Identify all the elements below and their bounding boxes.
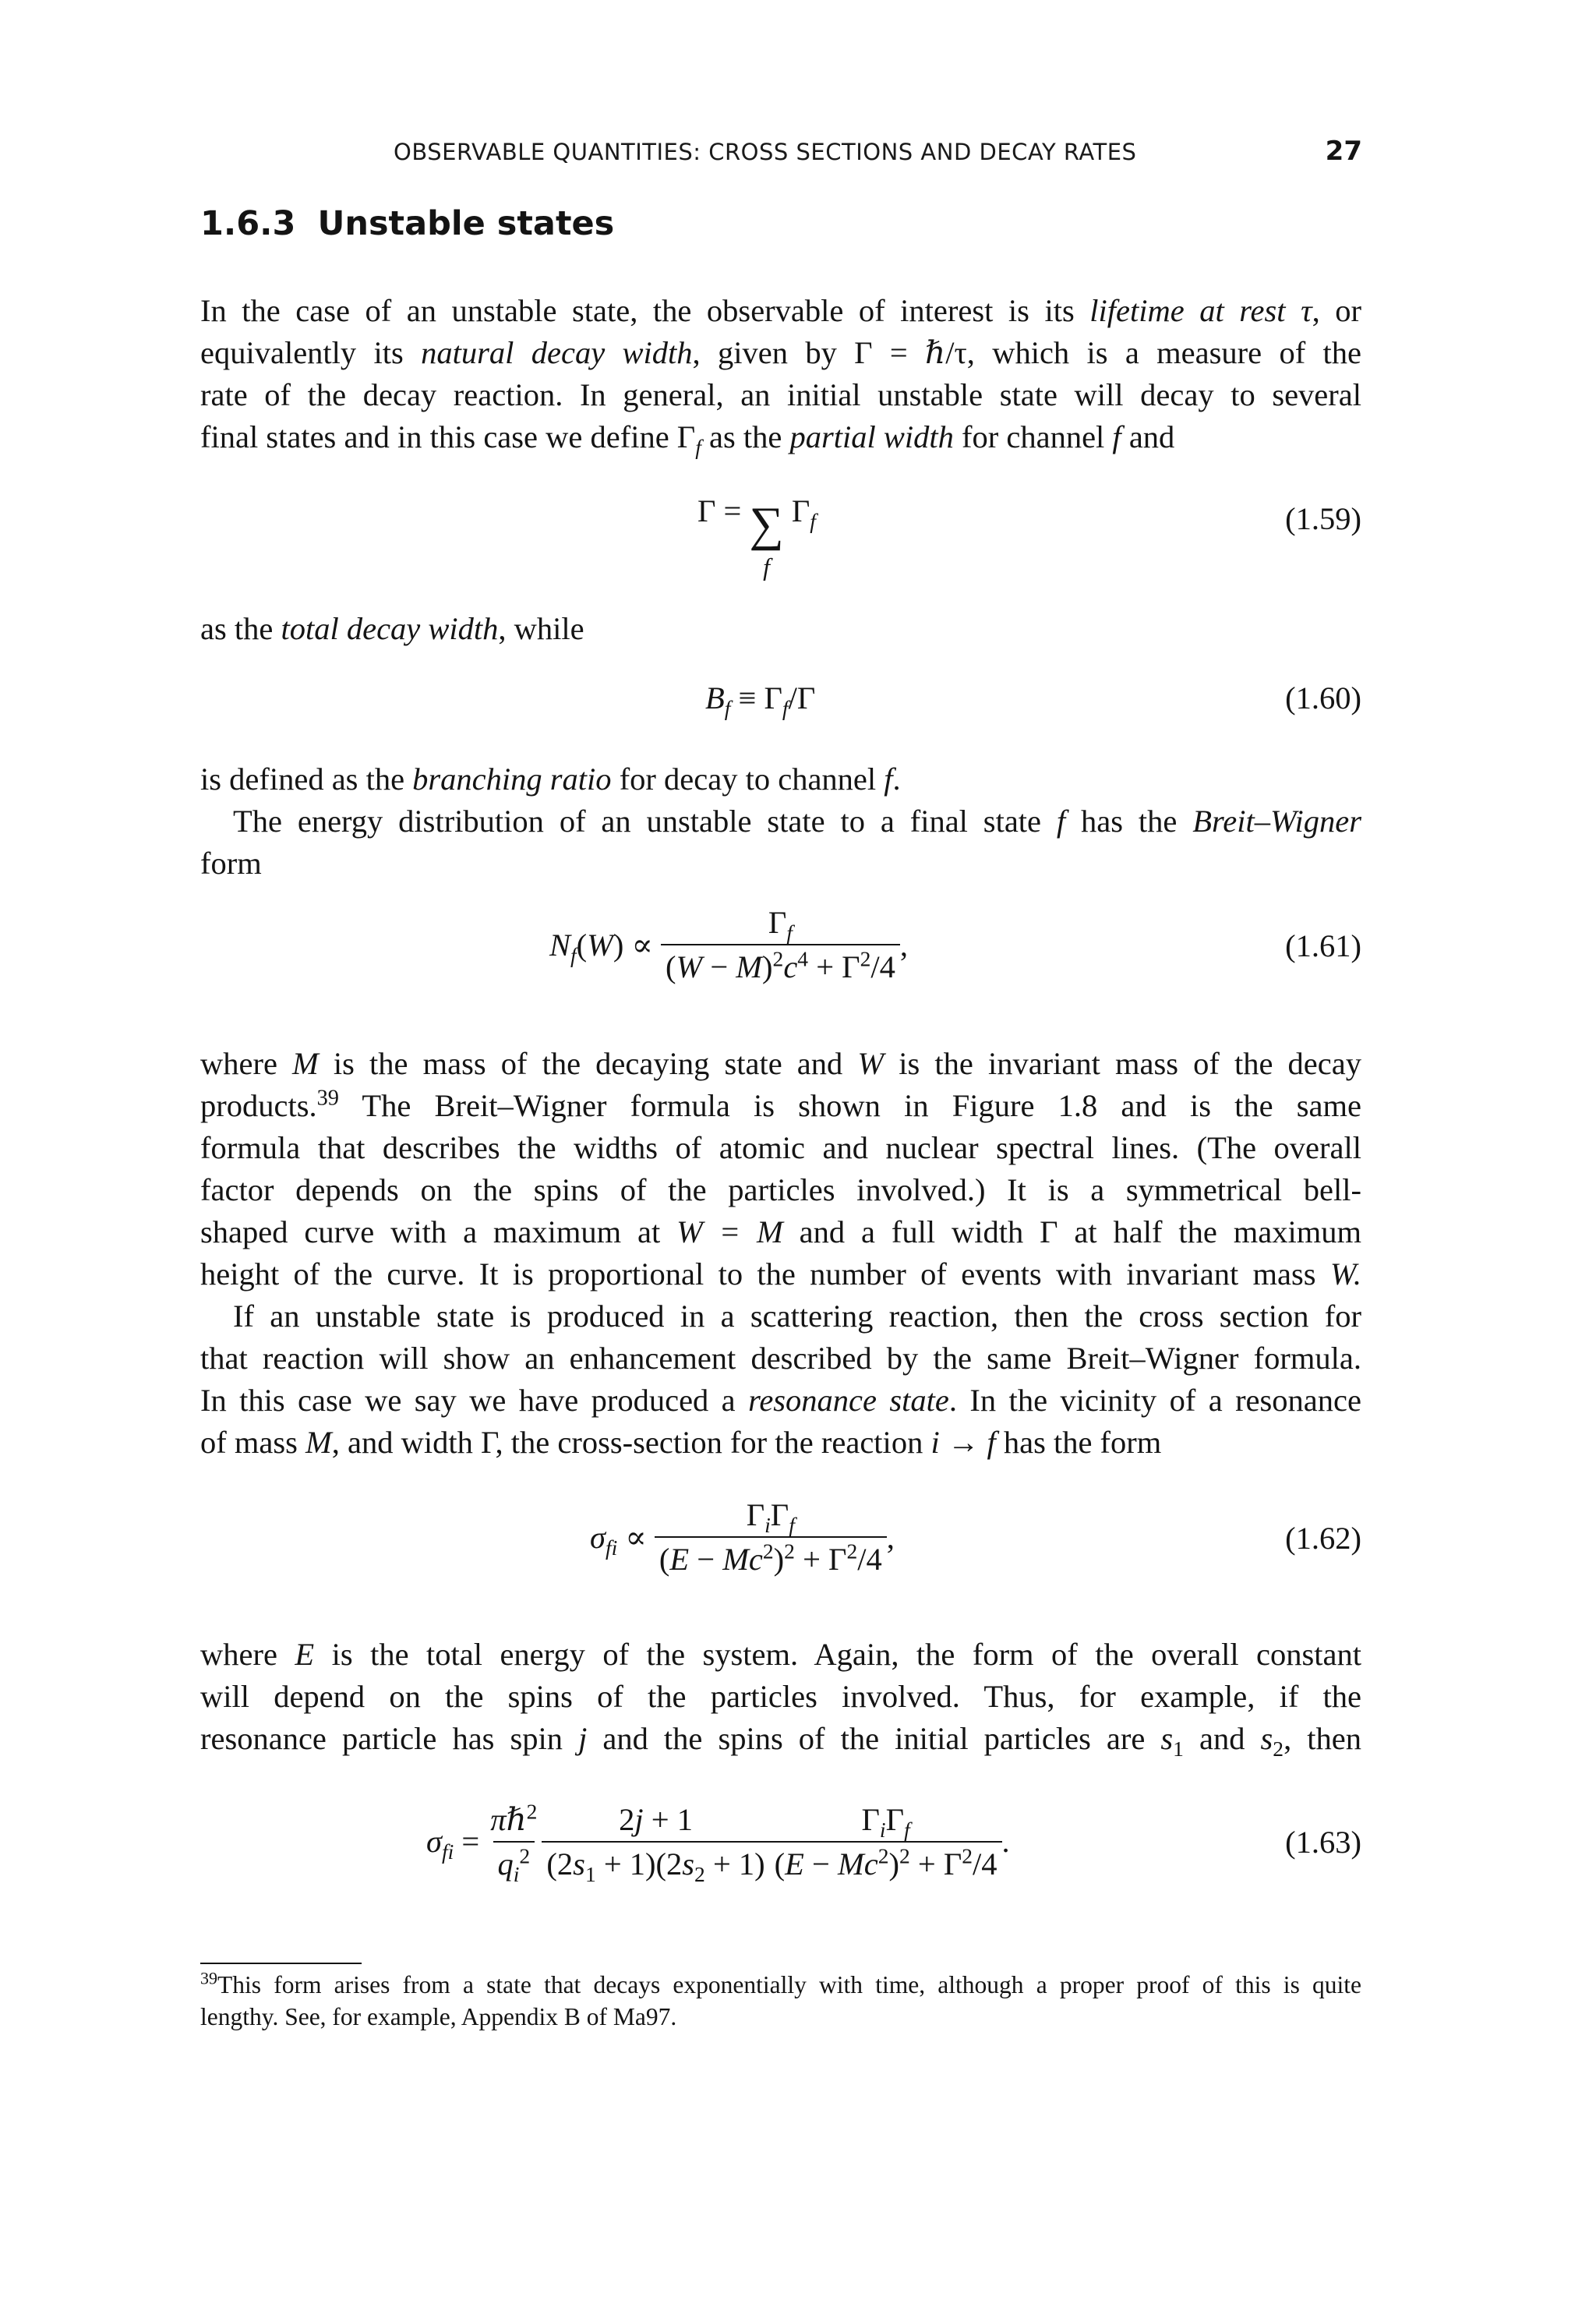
section-title: Unstable states	[317, 204, 615, 243]
section-number: 1.6.3	[200, 204, 296, 243]
text-line: final states and in this case we define $\Gamma_f$ as the partial width for channel f and	[200, 419, 1175, 460]
equation-number: (1.63)	[1285, 1825, 1361, 1860]
text-line: height of the curve. It is proportional to the number of events with invariant mass W.	[200, 1256, 1361, 1292]
equation-1-61	[200, 904, 1361, 1005]
text-line: $^{39}$This form arises from a state that decays exponentially with time, although a proper proof of this is quite	[200, 1968, 1361, 1998]
text-line: shaped curve with a maximum at W = M and a full width Γ at half the maximum	[200, 1214, 1361, 1249]
text-line: In this case we say we have produced a resonance state. In the vicinity of a resonance	[200, 1383, 1361, 1418]
equation-1-63	[200, 1800, 1361, 1902]
text-line: In the case of an unstable state, the observable of interest is its lifetime at rest τ, or	[200, 293, 1361, 328]
text-line: will depend on the spins of the particles involved. Thus, for example, if the	[200, 1679, 1361, 1714]
spin-cross-section-formula: $\sigma_{fi}$ = $\frac{\pi\hbar^2}{q_i^2}$ $\frac{2j + 1}{(2s_1 + 1)(2s_2 + 1)}$ $\frac{\Gamma_i\Gamma_f}{(E - Mc^2)^2 + \Gamma^2/4}$ .	[426, 1799, 1010, 1887]
text-line: is defined as the branching ratio for decay to channel f.	[200, 761, 901, 797]
paragraph-unstable-intro	[200, 290, 1361, 458]
equation-1-59	[200, 493, 1361, 581]
paragraph-spin-dependence	[200, 1634, 1361, 1760]
text-line: formula that describes the widths of atomic and nuclear spectral lines. (The overall	[200, 1130, 1361, 1165]
text-line: where M is the mass of the decaying state and W is the invariant mass of the decay	[200, 1046, 1361, 1081]
text-line: rate of the decay reaction. In general, an initial unstable state will decay to several	[200, 377, 1361, 412]
text-line: of mass M, and width Γ, the cross-section for the reaction i → f has the form	[200, 1425, 1162, 1460]
total-width-formula: Γ = ∑ f $\Gamma_f$	[697, 493, 816, 581]
equation-1-60	[200, 680, 1361, 726]
paragraph-total-width	[200, 608, 1361, 650]
section-heading	[200, 204, 614, 243]
text-line: equivalently its natural decay width, given by Γ = ℏ/τ, which is a measure of the	[200, 335, 1362, 370]
equation-number: (1.61)	[1285, 928, 1361, 963]
breit-wigner-formula: $N_f(W)$ ∝ $\frac{\Gamma_f}{(W - M)^2c^4 + \Gamma^2/4}$ ,	[549, 905, 908, 984]
equation-number: (1.60)	[1285, 680, 1361, 716]
footnote-rule	[200, 1963, 362, 1964]
resonance-cross-section-formula: $\sigma_{fi}$ ∝ $\frac{\Gamma_i\Gamma_f}{(E - Mc^2)^2 + \Gamma^2/4}$ ,	[590, 1497, 895, 1577]
text-line: as the total decay width, while	[200, 611, 584, 646]
branching-ratio-formula: $B_f \equiv \Gamma_f/\Gamma$	[705, 680, 816, 721]
text-line: products.$^{39}$ The Breit–Wigner formula is shown in Figure 1.8 and is the same	[200, 1086, 1361, 1123]
footnote-reference: 39	[316, 1086, 339, 1111]
equation-1-62	[200, 1496, 1361, 1598]
text-line: If an unstable state is produced in a scattering reaction, then the cross section for	[233, 1299, 1361, 1334]
text-line: where E is the total energy of the system. Again, the form of the overall constant	[200, 1637, 1362, 1672]
running-head: OBSERVABLE QUANTITIES: CROSS SECTIONS AND DECAY RATES	[394, 139, 1137, 165]
footnote-number: 39	[200, 1968, 218, 1988]
equation-number: (1.62)	[1285, 1521, 1361, 1556]
footnote	[200, 1969, 1361, 2033]
paragraph-breit-wigner-description	[200, 1043, 1361, 1464]
page-number: 27	[1325, 136, 1362, 167]
text-line: lengthy. See, for example, Appendix B of Ma97.	[200, 2003, 677, 2030]
text-line: that reaction will show an enhancement described by the same Breit–Wigner formula.	[200, 1341, 1361, 1376]
text-line: factor depends on the spins of the particles involved.) It is a symmetrical bell-	[200, 1172, 1361, 1207]
equation-number: (1.59)	[1285, 501, 1361, 536]
text-line: The energy distribution of an unstable state to a final state f has the Breit–Wigner	[233, 804, 1361, 839]
text-line: resonance particle has spin j and the spins of the initial particles are $s_1$ and $s_2$, then	[200, 1721, 1361, 1761]
text-line: form	[200, 846, 262, 881]
paragraph-branching-ratio	[200, 758, 1361, 885]
